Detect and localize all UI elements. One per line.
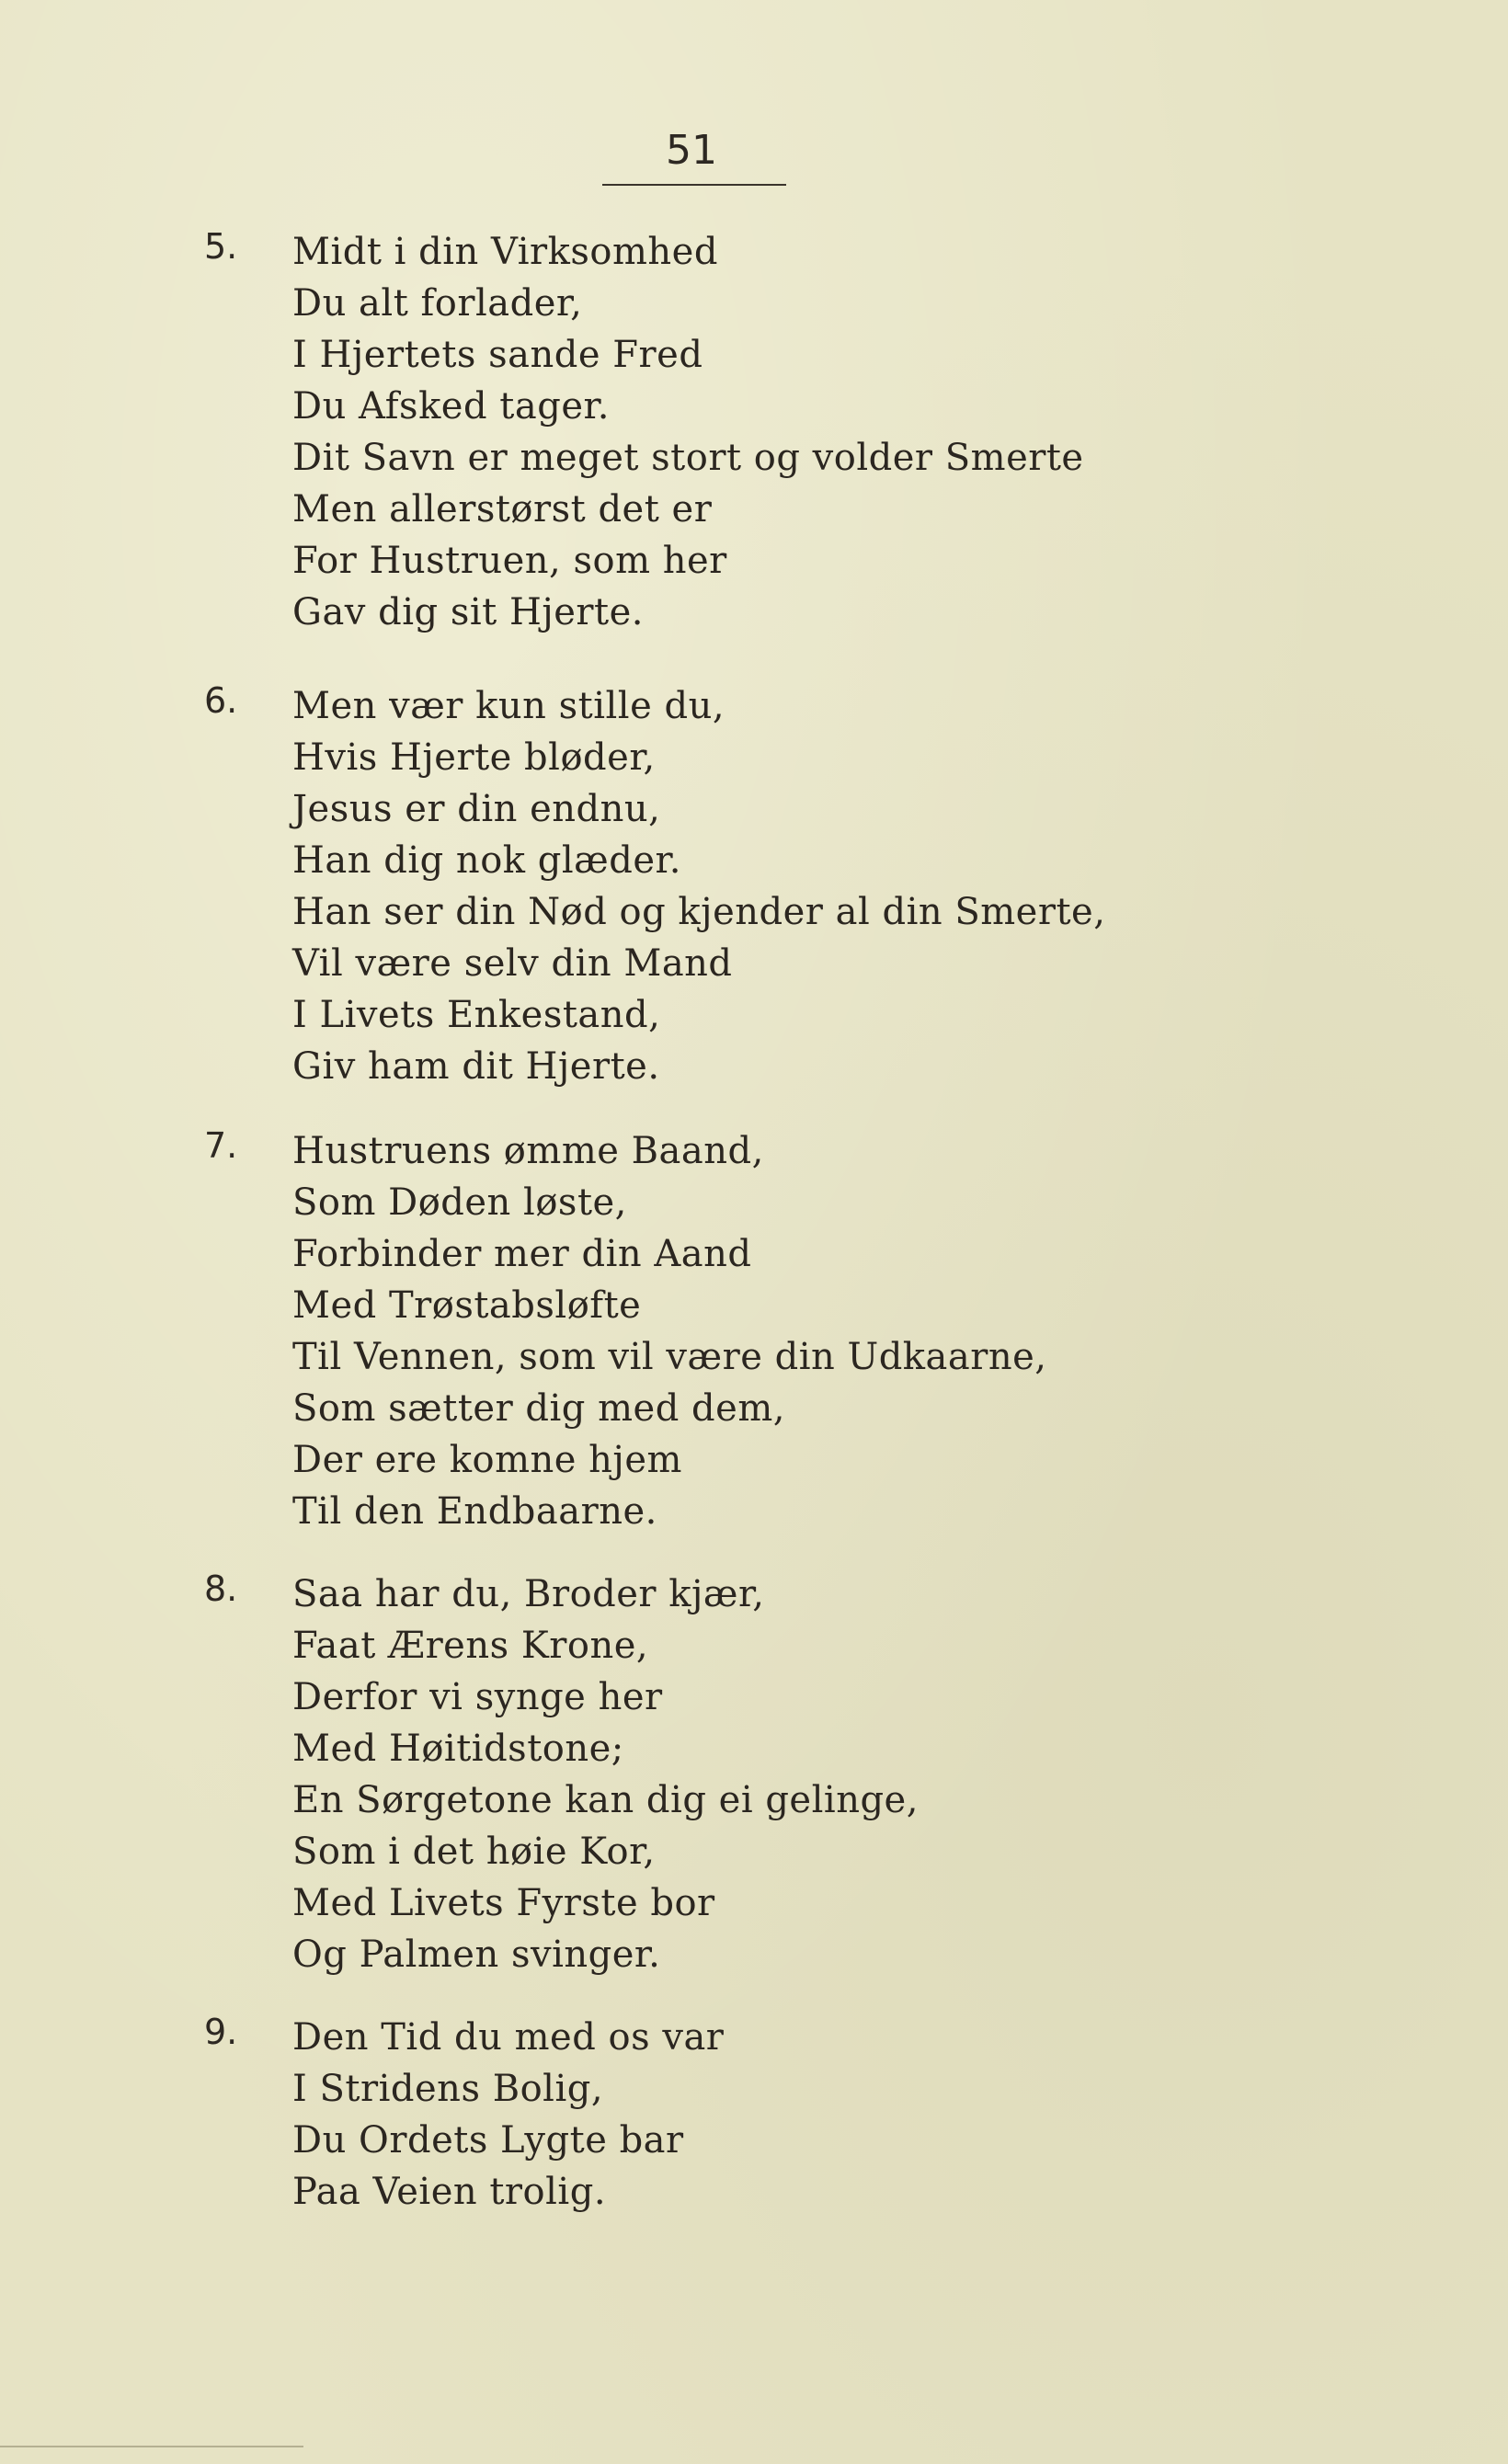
verse-line: Han dig nok glæder. bbox=[292, 839, 681, 882]
verse-line: Med Livets Fyrste bor bbox=[292, 1882, 715, 1924]
verse-line: Men vær kun stille du, bbox=[292, 685, 725, 727]
verse-line: Og Palmen svinger. bbox=[292, 1934, 661, 1976]
verse-line: Men allerstørst det er bbox=[292, 488, 713, 530]
stanza-number: 9. bbox=[204, 2012, 238, 2052]
page-number: 51 bbox=[666, 127, 717, 174]
verse-line: Hvis Hjerte bløder, bbox=[292, 736, 656, 779]
verse-line: Med Høitidstone; bbox=[292, 1728, 624, 1770]
verse-line: Giv ham dit Hjerte. bbox=[292, 1045, 660, 1088]
verse-line: Der ere komne hjem bbox=[292, 1439, 682, 1481]
verse-line: Midt i din Virksomhed bbox=[292, 231, 718, 273]
stanza-number: 5. bbox=[204, 226, 238, 267]
verse-line: Vil være selv din Mand bbox=[292, 942, 733, 985]
verse-line: I Hjertets sande Fred bbox=[292, 334, 703, 376]
verse-line: Med Trøstabsløfte bbox=[292, 1284, 642, 1327]
verse-line: Gav dig sit Hjerte. bbox=[292, 591, 644, 633]
verse-line: Paa Veien trolig. bbox=[292, 2171, 607, 2213]
stanza-number: 7. bbox=[204, 1125, 238, 1166]
verse-line: Han ser din Nød og kjender al din Smerte, bbox=[292, 891, 1106, 933]
verse-line: Som Døden løste, bbox=[292, 1181, 627, 1224]
verse-line: Hustruens ømme Baand, bbox=[292, 1130, 764, 1172]
verse-line: Jesus er din endnu, bbox=[292, 788, 661, 830]
header-rule bbox=[602, 184, 786, 186]
verse-line: Til den Endbaarne. bbox=[292, 1490, 657, 1533]
verse-line: For Hustruen, som her bbox=[292, 540, 727, 582]
stanza-number: 8. bbox=[204, 1569, 238, 1609]
verse-line: Du alt forlader, bbox=[292, 282, 583, 325]
verse-line: Forbinder mer din Aand bbox=[292, 1233, 752, 1275]
verse-line: I Stridens Bolig, bbox=[292, 2068, 604, 2110]
verse-line: Faat Ærens Krone, bbox=[292, 1625, 649, 1667]
verse-line: Som i det høie Kor, bbox=[292, 1831, 656, 1873]
stanza-number: 6. bbox=[204, 680, 238, 721]
verse-line: Du Ordets Lygte bar bbox=[292, 2119, 684, 2162]
verse-line: En Sørgetone kan dig ei gelinge, bbox=[292, 1779, 919, 1821]
verse-line: Derfor vi synge her bbox=[292, 1676, 663, 1718]
verse-line: Saa har du, Broder kjær, bbox=[292, 1573, 765, 1615]
verse-line: I Livets Enkestand, bbox=[292, 994, 661, 1036]
verse-line: Til Vennen, som vil være din Udkaarne, bbox=[292, 1336, 1047, 1378]
verse-line: Du Afsked tager. bbox=[292, 385, 610, 428]
verse-line: Som sætter dig med dem, bbox=[292, 1387, 785, 1430]
verse-line: Den Tid du med os var bbox=[292, 2016, 725, 2059]
bottom-edge-rule bbox=[0, 2446, 303, 2447]
verse-line: Dit Savn er meget stort og volder Smerte bbox=[292, 437, 1084, 479]
